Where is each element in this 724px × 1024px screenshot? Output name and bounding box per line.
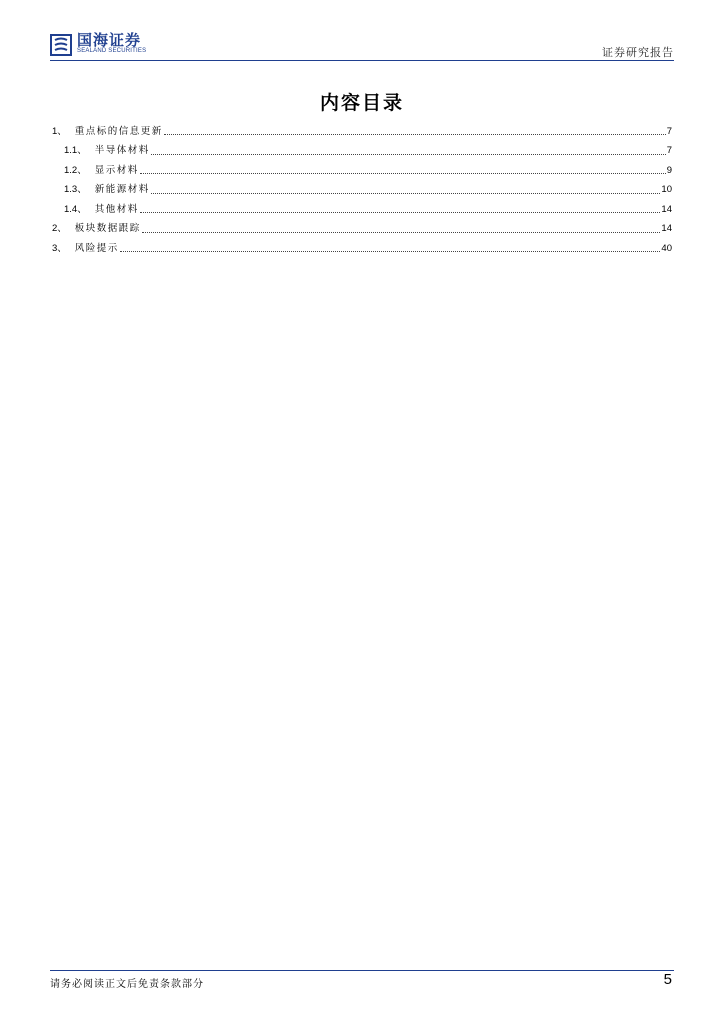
toc-entry-number: 3、	[52, 242, 67, 254]
logo-chinese-name: 国海证券	[77, 31, 142, 49]
toc-entry-number: 1.3、	[64, 184, 87, 196]
toc-dot-leader	[164, 126, 666, 135]
toc-entry-number: 2、	[52, 223, 67, 235]
toc-dot-leader	[140, 165, 666, 174]
toc-entry[interactable]	[52, 181, 672, 201]
header-divider	[50, 60, 674, 61]
page-header	[50, 32, 674, 62]
toc-dot-leader	[151, 185, 661, 194]
toc-entry-number: 1.4、	[64, 203, 87, 215]
page-number: 5	[663, 971, 672, 988]
toc-entry-label: 其他材料	[94, 203, 139, 215]
toc-dot-leader	[140, 204, 661, 213]
toc-entry-page: 7	[666, 125, 672, 137]
company-logo	[50, 32, 146, 56]
toc-entry-number: 1、	[52, 125, 67, 137]
table-of-contents	[52, 122, 672, 259]
toc-entry-number: 1.1、	[64, 145, 87, 157]
toc-entry-page: 7	[666, 145, 672, 157]
toc-entry-label: 显示材料	[94, 164, 139, 176]
toc-entry-page: 14	[661, 223, 672, 235]
toc-entry-label: 板块数据跟踪	[74, 223, 141, 235]
toc-dot-leader	[120, 243, 661, 252]
toc-entry-label: 重点标的信息更新	[74, 125, 163, 137]
toc-entry-page: 9	[666, 164, 672, 176]
toc-entry[interactable]	[52, 142, 672, 162]
toc-entry-label: 风险提示	[74, 242, 119, 254]
toc-entry[interactable]	[52, 122, 672, 142]
toc-entry[interactable]	[52, 200, 672, 220]
footer-disclaimer: 请务必阅读正文后免责条款部分	[50, 979, 204, 990]
toc-entry-label: 新能源材料	[94, 184, 150, 196]
toc-dot-leader	[142, 224, 661, 233]
toc-entry[interactable]	[52, 239, 672, 259]
toc-entry[interactable]	[52, 220, 672, 240]
logo-english-name: SEALAND SECURITIES	[77, 48, 147, 54]
footer-divider	[50, 970, 674, 971]
report-type-label: 证券研究报告	[602, 46, 674, 59]
toc-entry-page: 14	[661, 203, 672, 215]
toc-entry-page: 40	[661, 242, 672, 254]
toc-entry-number: 1.2、	[64, 164, 87, 176]
toc-entry[interactable]	[52, 161, 672, 181]
sealand-logo-icon	[50, 34, 72, 56]
toc-dot-leader	[151, 146, 666, 155]
toc-entry-label: 半导体材料	[94, 145, 150, 157]
toc-entry-page: 10	[661, 184, 672, 196]
page-title: 内容目录	[319, 92, 404, 114]
